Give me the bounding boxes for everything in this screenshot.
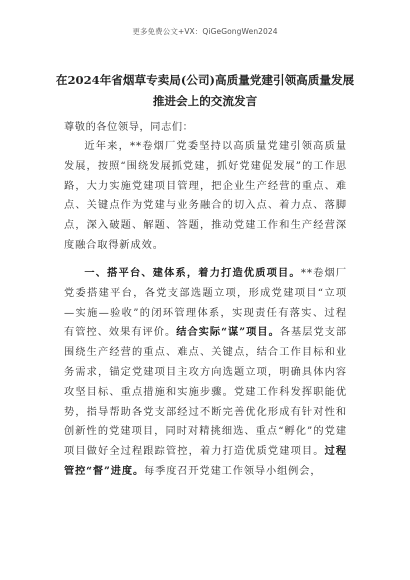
salutation: 尊敬的各位领导，同志们： xyxy=(64,122,194,133)
document-title xyxy=(55,70,355,112)
subsection-text: 各基层党支部围绕生产经营的重点、难点、关键点，结合工作目标和业务需求，锚定党建项目主攻方向选题立项，明确具体内容攻坚目标、重点措施和实施步骤。党建工作科发挥职能优势，指导帮助各党支部经过不断完善优化形成有针对性和创新性的党建项目，同时对精挑细选、重点“孵化”的党建项目做好全过程跟踪管控，着力打造优质党建项目。 xyxy=(64,327,348,458)
paragraph-intro: 近年来，**卷烟厂党委坚持以高质量党建引领高质量发展，按照“围绕发展抓党建，抓好党建促发展”的工作思路，大力实施党建项目管理，把企业生产经营的重点、难点、关键点作为党建与业务融合的切入点、着力点、落脚点，深入破题、解题、答题，推动党建工作和生产经营深度融合取得新成效。 xyxy=(64,141,347,251)
subsection-heading: 过程管控“督”进度。 xyxy=(64,445,347,477)
section-heading: 一、搭平台、建体系，着力打造优质项目。 xyxy=(84,267,301,279)
header-note: 更多免费公文+VX：QiGeGongWen2024 xyxy=(132,27,278,36)
section-text: **卷烟厂党委搭建平台，各党支部选题立项，形成党建项目“立项—实施—验收”的闭环管理体系，实现责任有落实、过程有管控、效果有评价。 xyxy=(64,268,347,339)
subsection-heading: 结合实际“谋”项目。 xyxy=(176,326,280,339)
document-title-line1: 在2024年省烟草专卖局(公司)高质量党建引领高质量发展 xyxy=(55,73,355,87)
document-title-line2: 推进会上的交流发言 xyxy=(152,94,258,108)
paragraph-section-one xyxy=(64,264,347,482)
subsection-text: 每季度召开党建工作领导小组例会， xyxy=(144,465,322,477)
